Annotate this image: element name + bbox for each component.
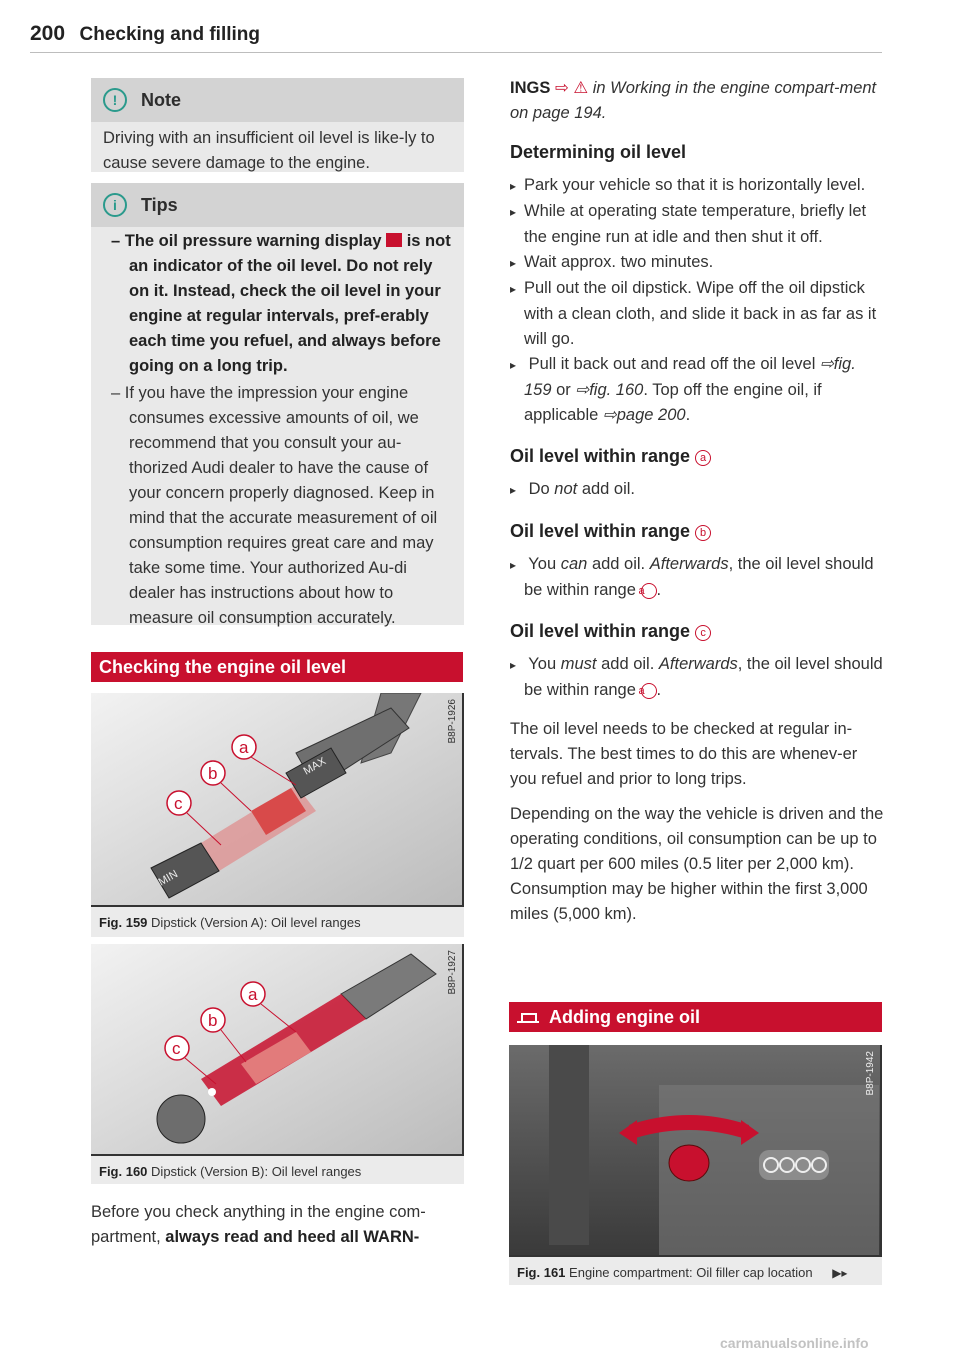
range-b-can: can bbox=[560, 555, 588, 573]
note-title: Note bbox=[141, 89, 181, 110]
left-paragraph-bold: always read and heed all WARN- bbox=[165, 1228, 420, 1246]
figure-number: Fig. 161 bbox=[517, 1265, 566, 1280]
fig-160-link[interactable]: ⇨fig. 160 bbox=[575, 381, 644, 399]
engine-compartment-illustration bbox=[509, 1045, 882, 1257]
dipstick-b-illustration bbox=[91, 944, 464, 1156]
warning-triangle-icon: ⚠ bbox=[573, 79, 589, 97]
range-b-marker: b bbox=[695, 525, 711, 541]
range-c-add: add oil. bbox=[601, 655, 655, 673]
range-c-rest: , the oil level should be within range bbox=[524, 655, 883, 699]
figure-caption-text: Dipstick (Version B): Oil level ranges bbox=[151, 1164, 362, 1179]
footer-watermark: carmanualsonline.info bbox=[720, 1335, 869, 1351]
continue-arrow-icon: ▶▸ bbox=[832, 1266, 848, 1280]
warnings-continuation bbox=[510, 76, 885, 126]
range-c-marker: c bbox=[695, 625, 711, 641]
range-c-period: . bbox=[656, 681, 662, 699]
figure-number: Fig. 159 bbox=[99, 915, 148, 930]
note-header bbox=[91, 78, 464, 122]
range-b-period: . bbox=[656, 581, 662, 599]
callout-a: a bbox=[248, 985, 258, 1004]
range-c-step bbox=[510, 652, 885, 703]
tips-bold-b: is not an indicator of the oil level. Do not rely on it. Instead, check the oil level in your engine at regular intervals, pref-erably each time you refuel, and always before going on a long trip. bbox=[129, 232, 451, 375]
range-a-not: not bbox=[554, 480, 578, 498]
oil-pressure-warning-icon bbox=[386, 233, 402, 247]
tips-bold-a: The oil pressure warning display bbox=[124, 232, 382, 250]
range-b-rest: , the oil level should be within range bbox=[524, 555, 874, 599]
step-4: ▸ Pull out the oil dipstick. Wipe off the oil dipstick with a clean cloth, and slide it back in as far as it will go. bbox=[510, 276, 885, 352]
range-a-ref: a bbox=[641, 583, 657, 599]
section-heading-adding bbox=[509, 1002, 882, 1032]
step-5-text-b: . Top off the engine oil, if applicable bbox=[524, 381, 822, 424]
section-heading-text: Adding engine oil bbox=[549, 1006, 700, 1027]
step-2: ▸ While at operating state temperature, briefly let the engine run at idle and then shut it off. bbox=[510, 199, 885, 250]
heading-range-c bbox=[510, 619, 885, 644]
step-5 bbox=[510, 352, 885, 428]
exclamation-icon: ! bbox=[103, 88, 127, 112]
warnings-bold: INGS bbox=[510, 79, 551, 97]
fig-159-link[interactable]: ⇨fig. 159 bbox=[524, 355, 856, 399]
page-header bbox=[30, 22, 882, 53]
range-a-rest: add oil. bbox=[581, 480, 636, 498]
note-text: Driving with an insufficient oil level is like-ly to cause severe damage to the engine. bbox=[103, 129, 435, 172]
range-c-you: You bbox=[528, 655, 557, 673]
figure-160 bbox=[91, 944, 464, 1184]
oil-can-icon bbox=[517, 1011, 539, 1023]
callout-c: c bbox=[172, 1039, 181, 1058]
heading-range-b bbox=[510, 519, 885, 544]
oil-consumption-paragraph: Depending on the way the vehicle is driven and the operating conditions, oil consumption can be up to 1/2 quart per 600 miles (0.5 liter per 2,000 km). Consumption may be higher within the first 3,000 miles (5,000 km). bbox=[510, 805, 884, 923]
range-b-you: You bbox=[528, 555, 557, 573]
min-label: MIN bbox=[156, 868, 180, 889]
engine-compartment-svg bbox=[509, 1045, 880, 1255]
figure-code: B8P-1927 bbox=[447, 950, 458, 995]
callout-b: b bbox=[208, 1011, 218, 1030]
callout-b: b bbox=[208, 764, 218, 783]
figure-caption bbox=[91, 915, 464, 930]
range-heading-text: Oil level within range bbox=[510, 621, 691, 641]
info-icon: i bbox=[103, 193, 127, 217]
range-a-marker: a bbox=[695, 450, 711, 466]
tips-header bbox=[91, 183, 464, 227]
figure-code: B8P-1926 bbox=[447, 699, 458, 744]
section-heading-text: Checking the engine oil level bbox=[99, 656, 347, 677]
tips-item-2: – If you have the impression your engine consumes excessive amounts of oil, we recommend that you consult your au-thorized Audi dealer to have the cause of your concern properly diagnosed. Keep in mind that the accurate measurement of oil consumption requires great care and may take some time. Your authorized Au-di dealer has instructions about how to measure oil consumption accurately. bbox=[111, 384, 438, 627]
step-5-or: or bbox=[556, 381, 571, 399]
step-5-end: . bbox=[685, 406, 691, 424]
section-heading-checking bbox=[91, 652, 463, 682]
tips-body bbox=[91, 227, 464, 631]
tips-title: Tips bbox=[141, 194, 178, 215]
range-a-do: Do bbox=[528, 480, 550, 498]
tips-item-2-text: If you have the impression your engine consumes excessive amounts of oil, we recommend that you consult your au-thorized Audi dealer to have the cause of your concern properly diagnosed. Keep in mind that the accurate measurement of oil consumption requires great care and may take some time. Your authorized Au-di dealer has instructions about how to measure oil consumption accurately. bbox=[124, 384, 438, 627]
range-b-step bbox=[510, 552, 885, 603]
figure-code: B8P-1942 bbox=[865, 1051, 876, 1096]
range-c-afterwards: Afterwards bbox=[658, 655, 738, 673]
range-a-step bbox=[510, 477, 885, 503]
page-number: 200 bbox=[30, 22, 66, 45]
left-paragraph-text: Before you check anything in the engine com-partment, bbox=[91, 1203, 426, 1246]
figure-caption bbox=[509, 1265, 882, 1280]
range-heading-text: Oil level within range bbox=[510, 446, 691, 466]
right-column bbox=[510, 76, 885, 927]
tips-item-1: – The oil pressure warning display is not an indicator of the oil level. Do not rely on it. Instead, check the oil level in your engine at regular intervals, pref-erably each time you refuel, and always before going on a long trip. bbox=[111, 232, 451, 375]
left-paragraph bbox=[91, 1200, 464, 1250]
heading-range-a bbox=[510, 444, 885, 469]
range-heading-text: Oil level within range bbox=[510, 521, 691, 541]
callout-a: a bbox=[239, 738, 249, 757]
figure-number: Fig. 160 bbox=[99, 1164, 148, 1179]
dipstick-a-illustration bbox=[91, 693, 464, 907]
figure-161 bbox=[509, 1045, 882, 1285]
oil-check-interval-paragraph: The oil level needs to be checked at regular in-tervals. The best times to do this are whenev-er you refuel and prior to long trips. bbox=[510, 720, 858, 788]
step-3: ▸ Wait approx. two minutes. bbox=[510, 250, 885, 276]
tips-box bbox=[91, 183, 464, 625]
range-b-add: add oil. bbox=[591, 555, 646, 573]
dipstick-b-svg bbox=[91, 944, 462, 1154]
max-label: MAX bbox=[301, 755, 329, 778]
callout-c: c bbox=[174, 794, 183, 813]
arrow-icon: ⇨ bbox=[554, 79, 569, 97]
range-b-afterwards: Afterwards bbox=[649, 555, 729, 573]
dipstick-a-svg bbox=[91, 693, 462, 905]
note-box bbox=[91, 78, 464, 172]
section-title: Checking and filling bbox=[79, 24, 261, 45]
step-1: ▸ Park your vehicle so that it is horizontally level. bbox=[510, 173, 885, 199]
page-200-link[interactable]: ⇨page 200 bbox=[602, 406, 686, 424]
range-a-ref: a bbox=[641, 683, 657, 699]
figure-caption-text: Dipstick (Version A): Oil level ranges bbox=[151, 915, 361, 930]
heading-determining-oil-level: Determining oil level bbox=[510, 142, 687, 162]
figure-caption-text: Engine compartment: Oil filler cap location bbox=[569, 1265, 813, 1280]
step-5-text-a: Pull it back out and read off the oil level bbox=[528, 355, 816, 373]
figure-caption bbox=[91, 1164, 464, 1179]
figure-159 bbox=[91, 693, 464, 937]
range-c-must: must bbox=[560, 655, 597, 673]
warnings-ref-text: in Working in the engine compart-ment on page 194. bbox=[510, 79, 877, 122]
